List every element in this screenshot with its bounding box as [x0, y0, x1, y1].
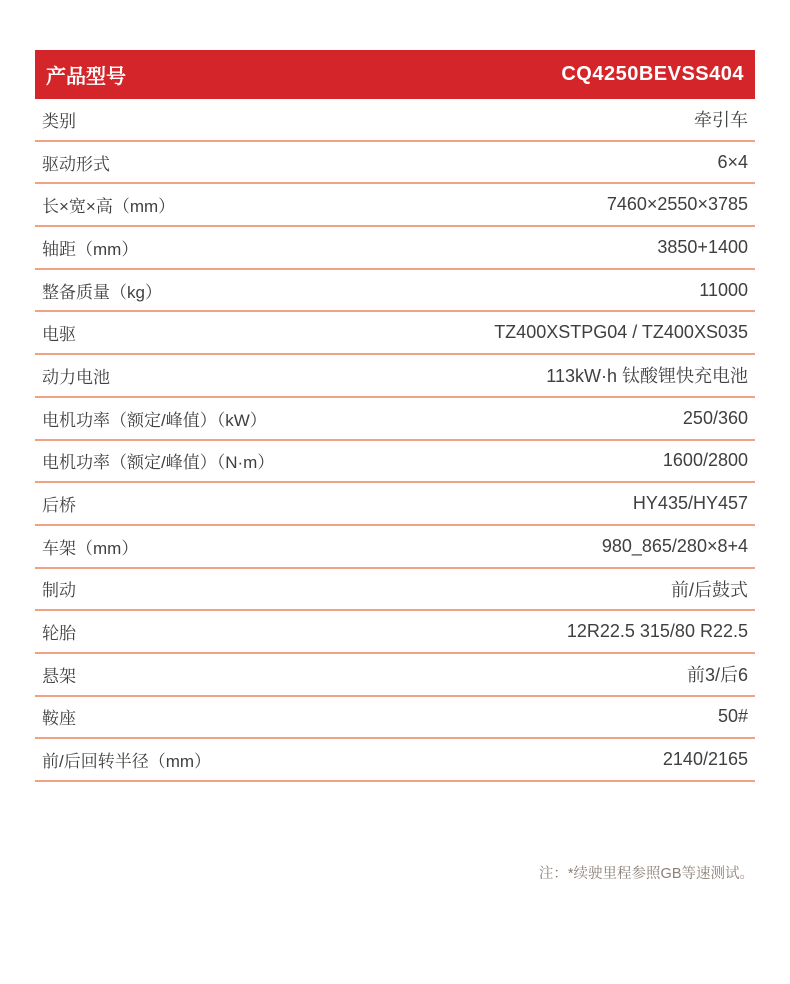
- spec-label: 电驱: [42, 325, 76, 345]
- spec-value: 113kW·h 钛酸锂快充电池: [546, 366, 748, 387]
- spec-row: [35, 441, 755, 484]
- spec-label: 制动: [42, 581, 76, 601]
- spec-value: 6×4: [717, 151, 748, 172]
- spec-value: 12R22.5 315/80 R22.5: [566, 621, 748, 642]
- spec-row: [35, 142, 755, 185]
- spec-label: 电机功率（额定/峰值）（kW）: [42, 410, 267, 430]
- spec-value: 11000: [699, 279, 748, 300]
- spec-label: 驱动形式: [42, 154, 110, 174]
- spec-row: [35, 611, 755, 654]
- spec-table: [35, 99, 755, 782]
- spec-row: [35, 184, 755, 227]
- spec-row: [35, 99, 755, 142]
- spec-label: 电机功率（额定/峰值）（N·m）: [42, 453, 275, 473]
- spec-row: [35, 654, 755, 697]
- spec-value: 250/360: [682, 407, 748, 428]
- spec-label: 动力电池: [42, 367, 110, 387]
- spec-row: [35, 739, 755, 782]
- spec-row: [35, 697, 755, 740]
- spec-row: [35, 312, 755, 355]
- spec-label: 悬架: [42, 666, 76, 686]
- spec-value: HY435/HY457: [632, 493, 748, 514]
- product-model-value: CQ4250BEVSS404: [561, 63, 744, 85]
- spec-label: 轴距（mm）: [42, 239, 139, 259]
- product-model-label: 产品型号: [46, 66, 126, 88]
- spec-label: 前/后回转半径（mm）: [42, 752, 212, 772]
- spec-value: 50#: [717, 706, 748, 727]
- spec-label: 整备质量（kg）: [42, 282, 162, 302]
- spec-value: 牵引车: [694, 110, 748, 131]
- footnote: 注：*续驶里程参照GB等速测试。: [538, 866, 754, 882]
- spec-value: 前3/后6: [686, 665, 748, 686]
- spec-value: 3850+1400: [657, 236, 748, 257]
- spec-value: 前/后鼓式: [670, 579, 748, 600]
- spec-value: 2140/2165: [662, 749, 748, 770]
- spec-row: [35, 227, 755, 270]
- spec-value: 7460×2550×3785: [606, 194, 748, 215]
- spec-label: 类别: [42, 111, 76, 131]
- spec-value: 1600/2800: [662, 450, 748, 471]
- spec-label: 长×宽×高（mm）: [42, 197, 176, 217]
- spec-row: [35, 355, 755, 398]
- spec-row: [35, 398, 755, 441]
- spec-label: 车架（mm）: [42, 538, 139, 558]
- table-header: [35, 50, 755, 99]
- spec-row: [35, 270, 755, 313]
- spec-label: 轮胎: [42, 624, 76, 644]
- spec-label: 鞍座: [42, 709, 76, 729]
- spec-value: TZ400XSTPG04 / TZ400XS035: [494, 322, 748, 343]
- spec-row: [35, 483, 755, 526]
- spec-value: 980_865/280×8+4: [601, 535, 748, 556]
- spec-row: [35, 569, 755, 612]
- spec-row: [35, 526, 755, 569]
- spec-label: 后桥: [42, 496, 76, 516]
- spec-sheet: [35, 50, 755, 883]
